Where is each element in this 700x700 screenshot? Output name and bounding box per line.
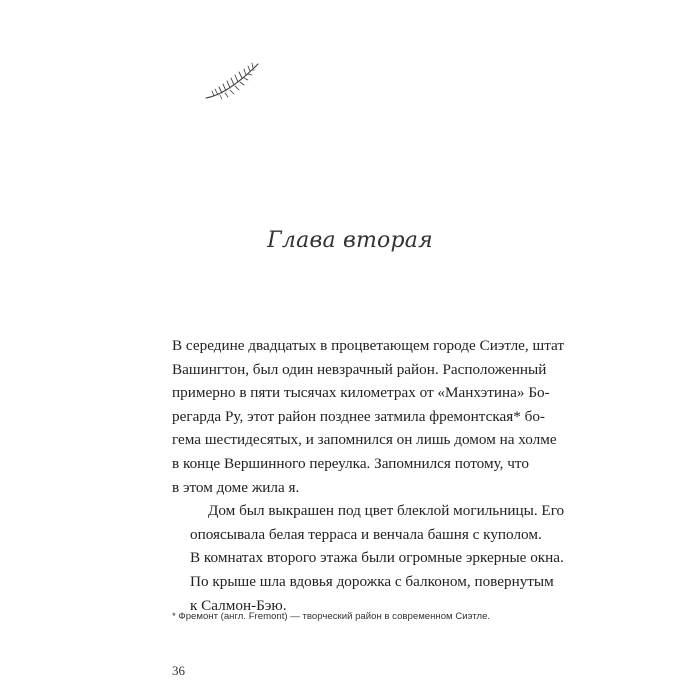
text-line: В середине двадцатых в процветающем городе Сиэтле, штат bbox=[172, 337, 565, 354]
paragraph-1 bbox=[172, 334, 565, 499]
text-line: По крыше шла вдовья дорожка с балконом, повернутым bbox=[190, 572, 554, 590]
text-line: В комнатах второго этажа были огромные эркерные окна. bbox=[190, 549, 564, 567]
feather-icon bbox=[200, 58, 264, 108]
page-number: 36 bbox=[172, 663, 185, 678]
text-line: Дом был выкрашен под цвет блеклой могильницы. Его bbox=[208, 502, 565, 520]
text-line: опоясывала белая терраса и венчала башня с куполом. bbox=[190, 525, 542, 543]
footnote: * Фремонт (англ. Fremont) — творческий район в современном Сиэтле. bbox=[172, 611, 491, 622]
text-line: к Салмон-Бэю. bbox=[190, 596, 287, 614]
text-line: примерно в пяти тысячах километрах от «Манхэтина» Бо- bbox=[172, 384, 550, 402]
text-line: регарда Ру, этот район позднее затмила фремонтская* бо- bbox=[172, 407, 545, 425]
text-line: в конце Вершинного переулка. Запомнился потому, что bbox=[172, 454, 529, 472]
chapter-title: Глава вторая bbox=[267, 228, 433, 253]
text-line: Вашингтон, был один невзрачный район. Расположенный bbox=[172, 360, 547, 378]
text-line: в этом доме жила я. bbox=[172, 478, 300, 496]
text-line: гема шестидесятых, и запомнился он лишь домом на холме bbox=[172, 431, 557, 449]
paragraph-2 bbox=[172, 499, 565, 617]
body-text bbox=[172, 334, 565, 617]
